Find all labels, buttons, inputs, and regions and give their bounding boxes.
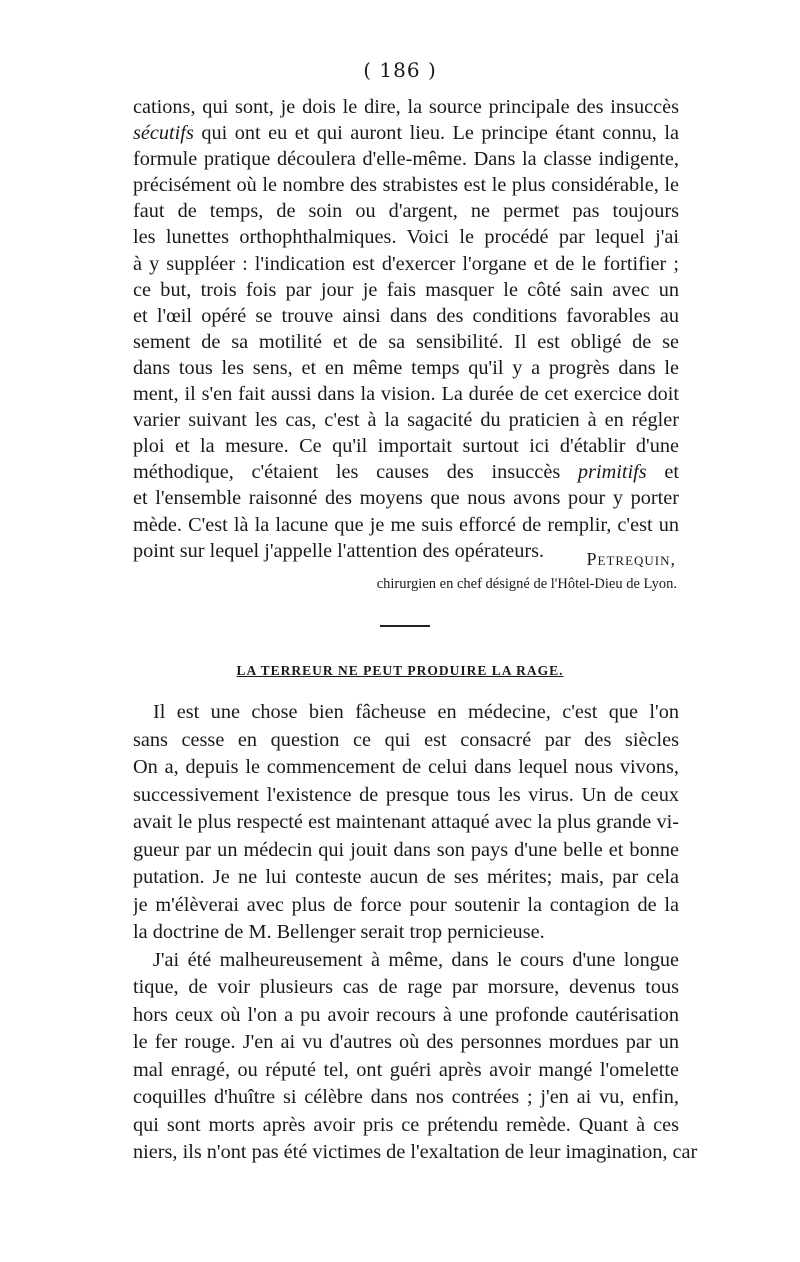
author-signature: Petrequin, xyxy=(586,549,676,569)
text-line: à y suppléer : l'indication est d'exercer l'organe et de le fortifier ; xyxy=(133,252,679,275)
text-line: J'ai été malheureusement à même, dans le cours d'une longue xyxy=(153,948,679,971)
text-line: tique, de voir plusieurs cas de rage par morsure, devenus tous xyxy=(133,976,679,998)
text-line: putation. Je ne lui conteste aucun de ses mérites; mais, par cela xyxy=(133,866,679,888)
text-line: qui sont morts après avoir pris ce prétendu remède. Quant à ces xyxy=(133,1113,679,1136)
text-line: mal enragé, ou réputé tel, ont guéri après avoir mangé l'omelette xyxy=(133,1058,679,1081)
text-line: et l'œil opéré se trouve ainsi dans des conditions favorables au xyxy=(133,304,679,327)
text-line: gueur par un médecin qui jouit dans son pays d'une belle et bonne xyxy=(133,838,679,861)
text-line: Il est une chose bien fâcheuse en médecine, c'est que l'on xyxy=(153,701,679,723)
section2-text xyxy=(133,699,698,1167)
section1-text xyxy=(133,94,679,564)
text-line: ploi et la mesure. Ce qu'il importait surtout ici d'établir d'une xyxy=(133,435,679,458)
text-line: je m'élèverai avec plus de force pour soutenir la contagion de la xyxy=(133,893,679,916)
text-line: formule pratique découlera d'elle-même. Dans la classe indigente, xyxy=(133,148,679,171)
text-line: la doctrine de M. Bellenger serait trop pernicieuse. xyxy=(133,921,545,943)
text-line: faut de temps, de soin ou d'argent, ne permet pas toujours xyxy=(133,200,679,223)
text-line: successivement l'existence de presque tous les virus. Un de ceux xyxy=(133,783,679,806)
text-line: méthodique, c'étaient les causes des insuccès primitifs et xyxy=(133,461,679,484)
section-divider xyxy=(380,625,430,627)
text-line: et l'ensemble raisonné des moyens que nous avons pour y porter xyxy=(133,487,679,510)
text-line: sement de sa motilité et de sa sensibilité. Il est obligé de se xyxy=(133,330,679,353)
text-line: dans tous les sens, et en même temps qu'il y a progrès dans le xyxy=(133,356,679,379)
text-line: ce but, trois fois par jour je fais masquer le côté sain avec un xyxy=(133,278,679,301)
text-line: avait le plus respecté est maintenant attaqué avec la plus grande vi- xyxy=(133,811,679,833)
text-line: coquilles d'huître si célèbre dans nos contrées ; j'en ai vu, enfin, xyxy=(133,1086,679,1108)
text-line: les lunettes orthophthalmiques. Voici le procédé par lequel j'ai xyxy=(133,226,679,249)
text-line: sans cesse en question ce qui est consacré par des siècles xyxy=(133,728,679,751)
text-line: cations, qui sont, je dois le dire, la source principale des insuccès xyxy=(133,96,679,118)
text-line: le fer rouge. J'en ai vu d'autres où des personnes mordues par un xyxy=(133,1031,679,1053)
text-line: varier suivant les cas, c'est à la sagacité du praticien à en régler xyxy=(133,409,679,432)
text-line: point sur lequel j'appelle l'attention des opérateurs. xyxy=(133,539,545,562)
author-title: chirurgien en chef désigné de l'Hôtel-Dieu de Lyon. xyxy=(376,576,677,592)
text-line: niers, ils n'ont pas été victimes de l'exaltation de leur imagination, car xyxy=(133,1141,698,1163)
section-heading: LA TERREUR NE PEUT PRODUIRE LA RAGE. xyxy=(236,663,564,678)
page-number: ( 186 ) xyxy=(363,58,437,82)
text-line: mède. C'est là la lacune que je me suis efforcé de remplir, c'est un xyxy=(133,513,679,536)
text-line: sécutifs qui ont eu et qui auront lieu. Le principe étant connu, la xyxy=(133,122,679,145)
text-line: ment, il s'en fait aussi dans la vision. La durée de cet exercice doit xyxy=(133,383,679,406)
text-line: On a, depuis le commencement de celui dans lequel nous vivons, xyxy=(133,756,679,778)
text-line: précisément où le nombre des strabistes est le plus considérable, le xyxy=(133,174,679,197)
text-line: hors ceux où l'on a pu avoir recours à une profonde cautérisation xyxy=(133,1003,679,1026)
